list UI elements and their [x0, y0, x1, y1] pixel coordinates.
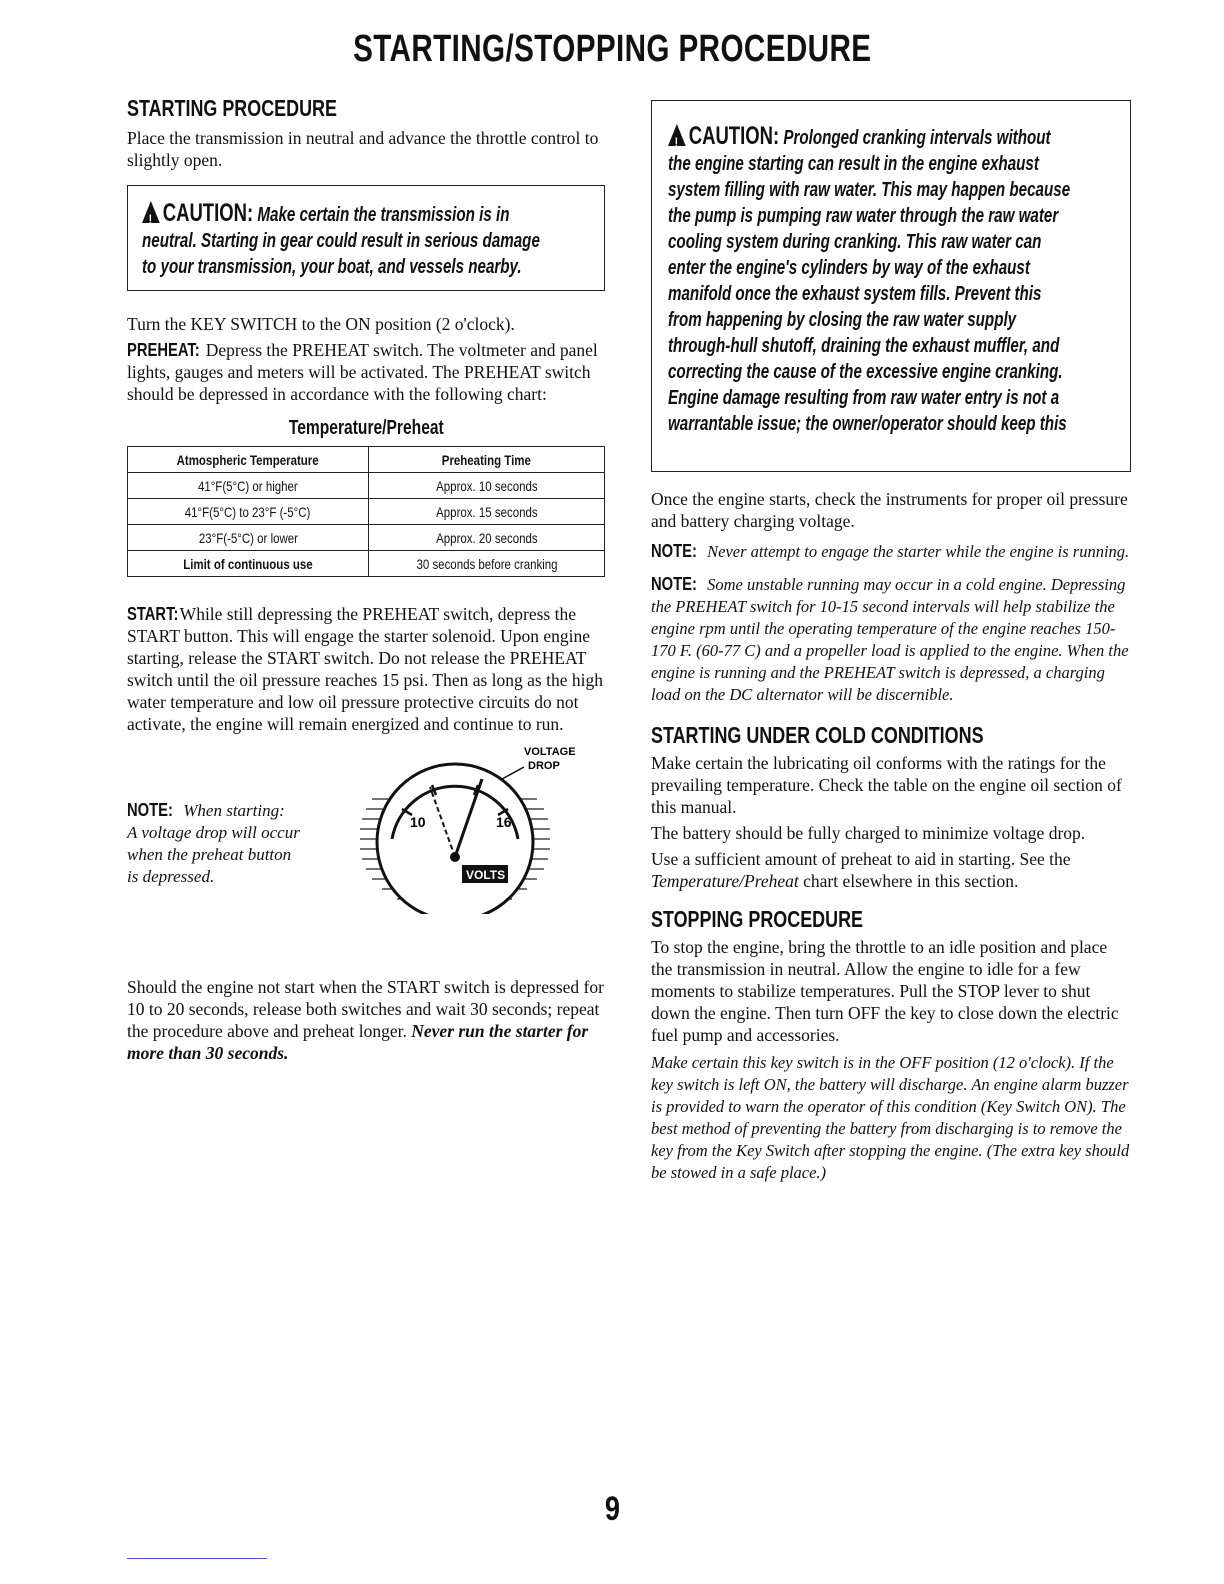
key-switch-paragraph: Turn the KEY SWITCH to the ON position (2 o'clock).: [127, 314, 515, 334]
caution2-line-1: !CAUTION: Prolonged cranking intervals without: [668, 123, 1000, 151]
caution-line-1: !CAUTION: Make certain the transmission is in: [142, 200, 474, 228]
table-cell: 41°F(5°C) to 23°F (-5°C): [128, 499, 369, 525]
cold-paragraph-3: Use a sufficient amount of preheat to aid in starting. See the Temperature/Preheat chart elsewhere in this section.: [651, 849, 1071, 891]
caution-line-2: neutral. Starting in gear could result in serious damage: [142, 229, 540, 252]
caution2-line: manifold once the exhaust system fills. Prevent this: [668, 282, 1042, 305]
warning-icon: [668, 124, 686, 146]
preheat-paragraph: PREHEAT: Depress the PREHEAT switch. The voltmeter and panel lights, gauges and meters will be activated. The PREHEAT switch should be depressed in accordance with the following chart:: [127, 340, 598, 404]
preheat-table: [127, 446, 605, 577]
caution2-line: enter the engine's cylinders by way of the exhaust: [668, 256, 1030, 279]
stop-italic-paragraph: Make certain this key switch is in the OFF position (12 o'clock). If the key switch is left ON, the battery will discharge. An engine alarm buzzer is provided to warn the operator of this condition (Key Switch ON). The best method of preventing the battery from discharging is to remove the key from the Key Switch after stopping the engine. (The extra key should be stowed in a safe place.): [651, 1053, 1130, 1182]
table-cell: 23°F(-5°C) or lower: [128, 525, 369, 551]
right-column: [651, 100, 1131, 1184]
table-cell: 30 seconds before cranking: [369, 551, 605, 577]
caution2-line: cooling system during cranking. This raw water can: [668, 230, 1042, 253]
note-cold-engine: NOTE: Some unstable running may occur in a cold engine. Depressing the PREHEAT switch for 10-15 second intervals will help stabilize the engine rpm until the operating temperature of the engine reaches 150-170 F. (60-77 C) and a propeller load is applied to the engine. When the engine is running and the PREHEAT switch is depressed, a charging load on the DC alternator will be discernible.: [651, 574, 1129, 704]
needle-hub: [450, 852, 460, 862]
caution2-line: warrantable issue; the owner/operator should keep this: [668, 412, 1067, 435]
gauge-note: NOTE: When starting: A voltage drop will occur when the preheat button is depressed.: [127, 800, 300, 886]
caution2-line: through-hull shutoff, draining the exhaust muffler, and: [668, 334, 1060, 357]
table-row: [128, 551, 605, 577]
stopping-procedure-heading: STOPPING PROCEDURE: [651, 906, 864, 932]
table-header-row: [128, 447, 605, 473]
left-column: [127, 95, 605, 1064]
table-cell: Limit of continuous use: [128, 551, 369, 577]
cold-paragraph-2: The battery should be fully charged to minimize voltage drop.: [651, 823, 1086, 843]
page-number: 9: [604, 1490, 620, 1528]
starting-procedure-heading: STARTING PROCEDURE: [127, 95, 337, 121]
warning-icon: [142, 201, 160, 223]
caution2-line: the engine starting can result in the engine exhaust: [668, 152, 1039, 175]
volts-label: VOLTS: [466, 868, 506, 882]
caution-box-raw-water: [651, 100, 1131, 472]
page-title: STARTING/STOPPING PROCEDURE: [352, 28, 872, 70]
pointer-leader: [502, 767, 524, 779]
table-row: [128, 499, 605, 525]
start-paragraph: START:While still depressing the PREHEAT switch, depress the START button. This will engage the starter solenoid. Upon engine starting, release the START switch. Do not release the PREHEAT switch until the oil pressure reaches 15 psi. Then as long as the high water temperature and low oil pressure protective circuits do not activate, the engine will remain energized and continue to run.: [127, 604, 603, 734]
caution2-line: from happening by closing the raw water supply: [668, 308, 1017, 331]
voltage-label: VOLTAGE: [524, 746, 576, 758]
caution2-line: Engine damage resulting from raw water entry is not a: [668, 386, 1060, 409]
caution2-line: the pump is pumping raw water through the raw water: [668, 204, 1059, 227]
drop-label: DROP: [528, 760, 560, 772]
should-paragraph: Should the engine not start when the START switch is depressed for 10 to 20 seconds, release both switches and wait 30 seconds; repeat the procedure above and preheat longer. Never run the starter for more than 30 seconds.: [127, 977, 604, 1063]
voltmeter-figure: [127, 739, 605, 914]
table-cell: Approx. 10 seconds: [369, 473, 605, 499]
footer-rule: [127, 1558, 267, 1559]
cold-conditions-heading: STARTING UNDER COLD CONDITIONS: [651, 722, 984, 748]
table-cell: 41°F(5°C) or higher: [128, 473, 369, 499]
caution2-line: correcting the cause of the excessive engine cranking.: [668, 360, 1063, 383]
cold-paragraph-1: Make certain the lubricating oil conforms with the ratings for the prevailing temperature. Check the table on the engine oil section of this manual.: [651, 753, 1122, 817]
table-cell: Approx. 20 seconds: [369, 525, 605, 551]
intro-paragraph: Place the transmission in neutral and advance the throttle control to slightly open.: [127, 128, 599, 170]
caution-box-transmission: [127, 185, 605, 291]
table-header: Atmospheric Temperature: [128, 447, 369, 473]
voltmeter-gauge: [352, 739, 582, 914]
once-paragraph: Once the engine starts, check the instruments for proper oil pressure and battery charging voltage.: [651, 489, 1128, 531]
tick-label-10: 10: [410, 814, 426, 830]
chart-title: Temperature/Preheat: [288, 417, 444, 439]
caution-line-3: to your transmission, your boat, and vessels nearby.: [142, 255, 522, 278]
table-row: [128, 525, 605, 551]
table-cell: Approx. 15 seconds: [369, 499, 605, 525]
tick-label-16: 16: [496, 814, 512, 830]
table-row: [128, 473, 605, 499]
note-starter: NOTE: Never attempt to engage the starter while the engine is running.: [651, 541, 1130, 561]
table-header: Preheating Time: [369, 447, 605, 473]
caution2-line: system filling with raw water. This may happen because: [668, 178, 1071, 201]
stop-paragraph: To stop the engine, bring the throttle to an idle position and place the transmission in neutral. Allow the engine to idle for a few moments to stabilize temperatures. Pull the STOP lever to shut down the engine. Then turn OFF the key to close down the electric fuel pump and accessories.: [651, 937, 1119, 1045]
